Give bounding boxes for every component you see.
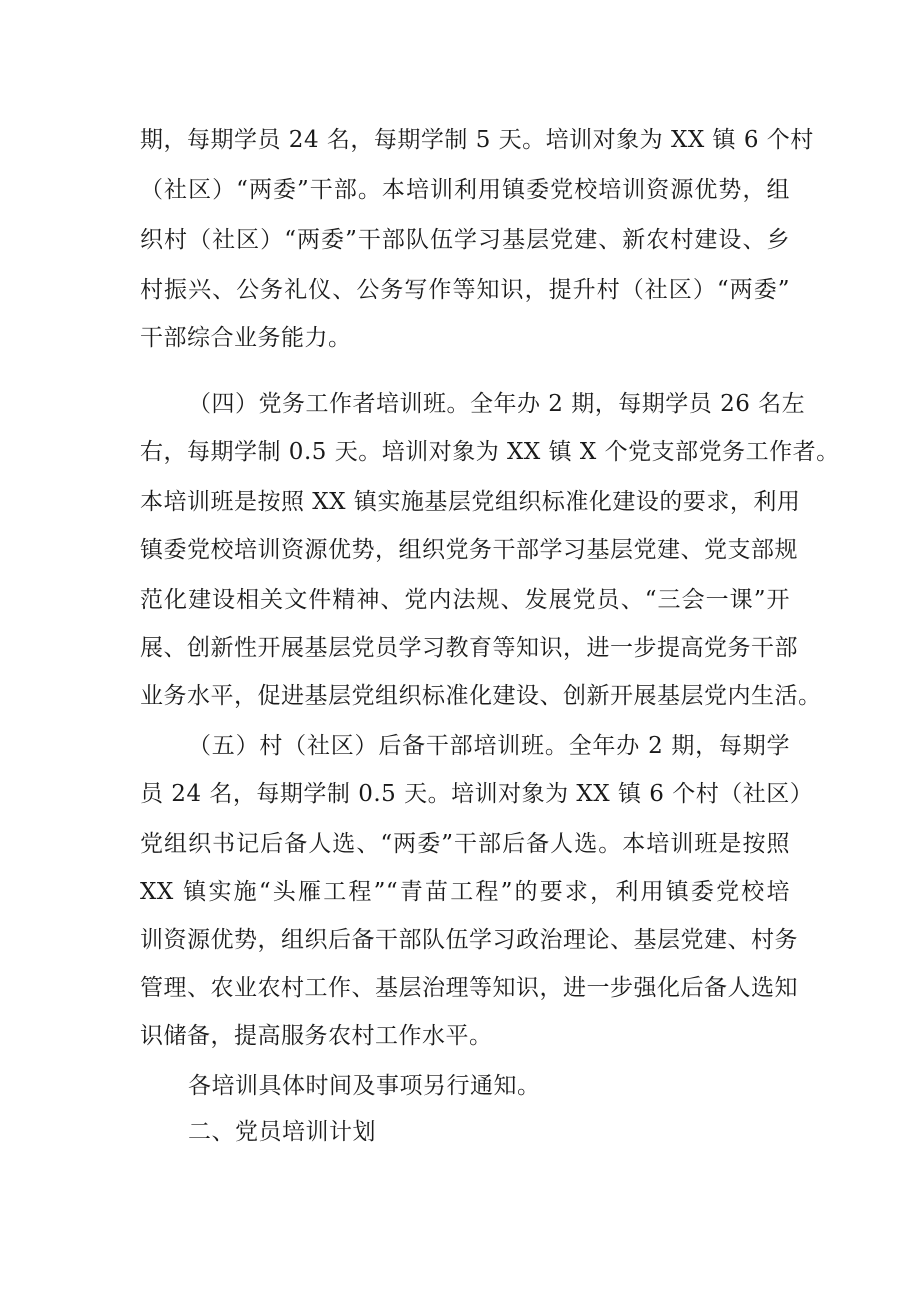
text-line: XX 镇实施“头雁工程”“青苗工程”的要求，利用镇委党校培 [140, 879, 790, 905]
text-line: 业务水平，促进基层党组织标准化建设、创新开展基层党内生活。 [140, 683, 822, 709]
text-line: 范化建设相关文件精神、党内法规、发展党员、“三会一课”开 [140, 587, 790, 613]
text-line: 管理、农业农村工作、基层治理等知识，进一步强化后备人选知 [140, 975, 798, 1001]
text-line: 镇委党校培训资源优势，组织党务干部学习基层党建、党支部规 [140, 537, 798, 563]
text-line: （五）村（社区）后备干部培训班。全年办 2 期，每期学 [188, 733, 790, 759]
text-line: 训资源优势，组织后备干部队伍学习政治理论、基层党建、村务 [140, 927, 798, 953]
text-line: 员 24 名，每期学制 0.5 天。培训对象为 XX 镇 6 个村（社区） [140, 781, 814, 807]
text-line: 村振兴、公务礼仪、公务写作等知识，提升村（社区）“两委” [140, 277, 790, 303]
text-line: 干部综合业务能力。 [140, 325, 352, 351]
text-line: 党组织书记后备人选、“两委”干部后备人选。本培训班是按照 [140, 831, 790, 857]
section-heading-text: 二、党员培训计划 [188, 1119, 376, 1145]
text-line: （社区）“两委”干部。本培训利用镇委党校培训资源优势，组 [140, 177, 790, 203]
text-line: 本培训班是按照 XX 镇实施基层党组织标准化建设的要求，利用 [140, 489, 801, 515]
text-line: 展、创新性开展基层党员学习教育等知识，进一步提高党务干部 [140, 635, 798, 661]
text-line: 识储备，提高服务农村工作水平。 [140, 1023, 493, 1049]
text-line: （四）党务工作者培训班。全年办 2 期，每期学员 26 名左 [188, 391, 806, 417]
text-line: 各培训具体时间及事项另行通知。 [188, 1073, 541, 1099]
text-line: 右，每期学制 0.5 天。培训对象为 XX 镇 X 个党支部党务工作者。 [140, 439, 840, 465]
text-line: 织村（社区）“两委”干部队伍学习基层党建、新农村建设、乡 [140, 227, 790, 253]
text-line: 期，每期学员 24 名，每期学制 5 天。培训对象为 XX 镇 6 个村 [140, 127, 814, 153]
